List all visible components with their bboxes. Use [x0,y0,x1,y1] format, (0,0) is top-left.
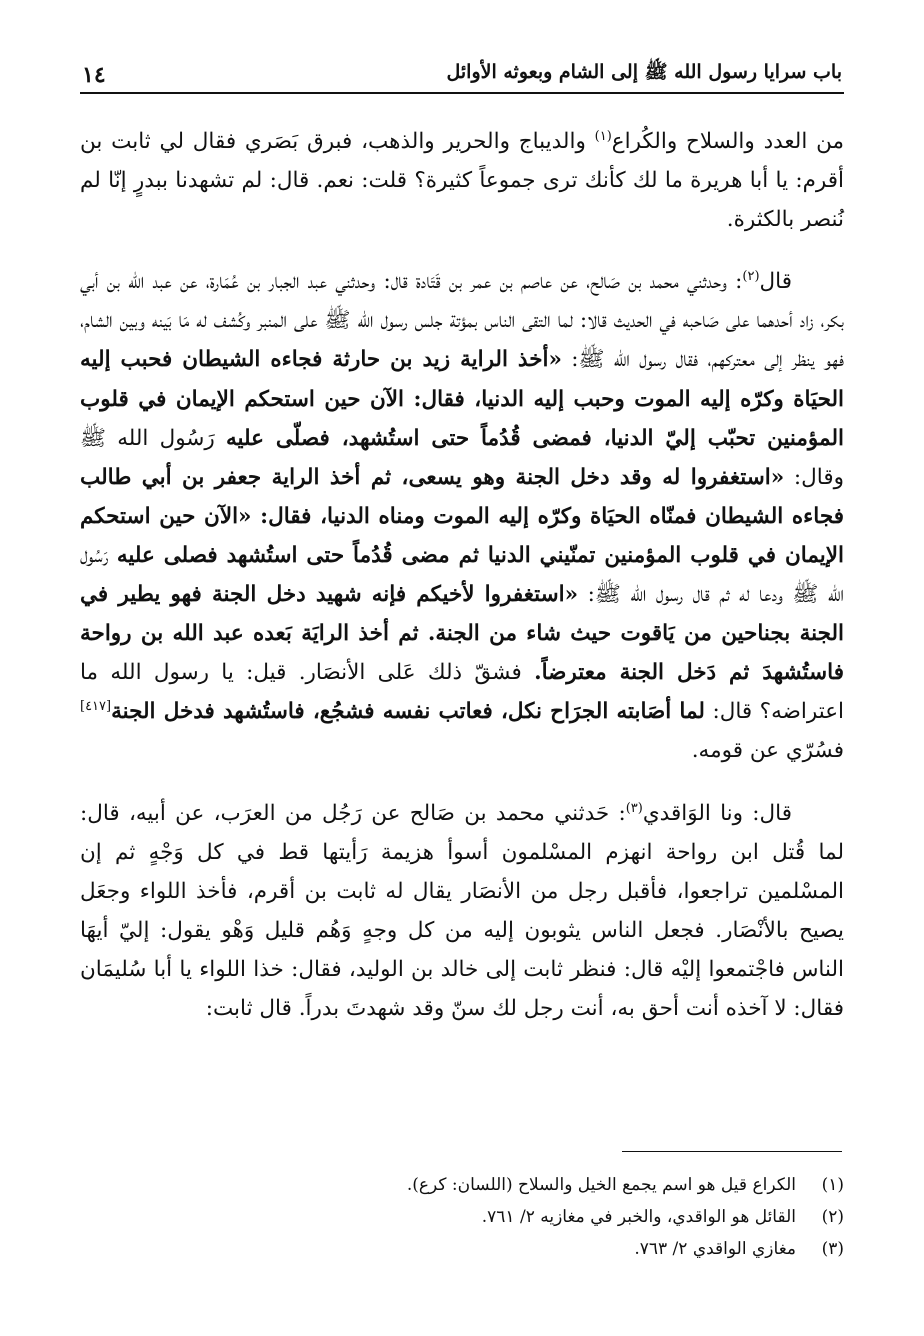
footnotes [80,1169,844,1265]
footnote-text: الكراع قيل هو اسم يجمع الخيل والسلاح (اللسان: كرع). [406,1175,796,1195]
footnote-number: (٢) [821,1207,844,1227]
text-run: : وحدثني محمد بن صَالح، عن عاصم بن عمر بن قَتَادة قال: وحدثني عبد الجبار بن عُمَارة، عن عبد الله بن أبي بكر، زاد أحدهما على صَاحبه في الحديث قالا: لما التقى الناس بمؤتة جلس رسول الله ﷺ على المنبر وكُشف له مَا بَينه وبين الشام، فهو ينظر إلى معتركهم، فقال رسول الله ﷺ: [80,269,844,373]
paragraph [80,262,844,770]
text-run: قال [759,269,792,295]
footnote-ref: (١) [594,128,612,144]
bold-quote-run: «استغفروا لأخيكم فإنه شهيد دخل الجنة فهو يطير في الجنة بجناحين من يَاقوت حيث شاء من الجنة. ثم أخذ الرايَة بَعده عبد الله بن رواحة فاستُشهدَ ثم دَخل الجنة معترضاً. [80,582,844,686]
text-run: فشقّ ذلك عَلى الأنصَار. قيل: يا رسول الله ما اعتراضه؟ قال: [80,660,844,725]
paragraph [80,794,844,1029]
bold-quote-run: «أخذ الراية زيد بن حارثة فجاءه الشيطان فحبب إليه الحيَاة وكرّه إليه الموت وحبب إليه الدنيا، فقال: الآن حين استحكم الإيمان في قلوب المؤمنين تحبّب إليّ الدنيا، فمضى قُدُماً حتى استُشهد، فصلّى عليه [80,347,844,451]
page-number: ١٤ [82,62,106,88]
footnote-divider [622,1151,842,1152]
text-run: رَسُول الله ﷺ ودعا له ثم قال رسول الله ﷺ: [80,542,844,608]
footnote-text: القائل هو الواقدي، والخبر في مغازيه ٢/ ٧٦١. [481,1207,796,1227]
footnote [80,1233,844,1265]
footnote-text: مغازي الواقدي ٢/ ٧٦٣. [634,1239,796,1259]
bold-quote-run: لما أصَابته الجرَاح نكل، فعاتب نفسه فشجُع، فاستُشهد فدخل الجنة [111,699,705,725]
footnote-number: (٣) [821,1239,844,1259]
footnote [80,1169,844,1201]
text-run: فسُرّي عن قومه. [691,738,844,764]
text-run: من العدد والسلاح والكُراع [611,129,844,154]
footnote [80,1201,844,1233]
book-page [80,52,844,1302]
paragraph [80,122,844,239]
running-title: باب سرايا رسول الله ﷺ إلى الشام وبعوثه الأوائل [446,61,842,83]
text-run: قال: ونا الوَاقدي [642,800,792,826]
text-run: والديباج والحرير والذهب، فبرق بَصَري فقال لي ثابت بن أقرم: يا أبا هريرة ما لك كأنك ترى جموعاً كثيرة؟ قلت: نعم. قال: لم تشهدنا ببدرٍ إنّا لم نُنصر بالكثرة. [80,129,844,233]
footnote-number: (١) [821,1175,844,1195]
main-text [80,122,844,1028]
page-header [80,52,844,94]
text-run: : حَدثني محمد بن صَالح عن رَجُل من العرَب، عن أبيه، قال: لما قُتل ابن رواحة انهزم المسْلمون أسوأ هزيمة رَأيتها قط في كل وَجْهٍ ثم إن المسْلمين تراجعوا، فأقبل رجل من الأنصَار يقال له ثابت بن أقرم، فأخذ اللواء وجعَل يصيح بالأنْصَار. فجعل الناس يثوبون إليه من كل وجهٍ وَهُم قليل وَهْو يقول: إليّ أيهَا الناس فاجْتمعوا إليْه قال: فنظر ثابت إلى خالد بن الوليد، فقال: خذا اللواء يا أبا سُليمَان فقال: لا آخذه أنت أحق به، أنت رجل لك سنّ وقد شهدتَ بدراً. قال ثابت: [80,800,844,1021]
footnote-ref: [٤١٧] [80,699,112,715]
footnote-ref: (٣) [625,800,643,816]
footnote-ref: (٢) [742,269,760,285]
text-run: رَسُول الله ﷺ وقال: [80,425,844,490]
bold-quote-run: «استغفروا له وقد دخل الجنة وهو يسعى، ثم أخذ الراية جعفر بن أبي طالب فجاءه الشيطان فمنّاه الحيَاة وكرّه إليه الموت ومناه الدنيا، فقال: «الآن حين استحكم الإيمان في قلوب المؤمنين تمنّيني الدنيا ثم مضى قُدُماً حتى استُشهد فصلى عليه [80,464,844,568]
